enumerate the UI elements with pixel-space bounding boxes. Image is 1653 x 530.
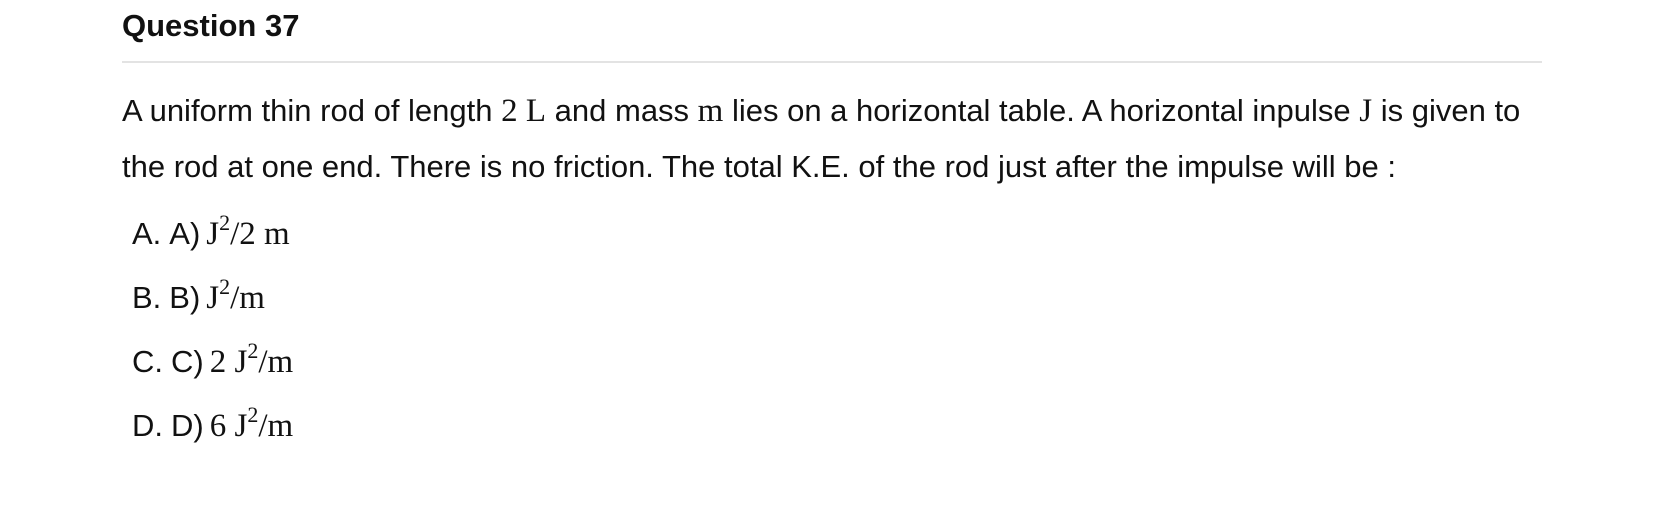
- option-math-exponent: 2: [247, 402, 259, 427]
- option-math-base: J: [206, 216, 220, 252]
- option-d[interactable]: [122, 394, 1542, 458]
- stem-math-mass: m: [697, 93, 724, 129]
- option-math: [209, 402, 294, 444]
- title-divider: [122, 61, 1542, 63]
- stem-text-1: A uniform thin rod of length: [122, 93, 502, 128]
- option-math-rest: /m: [230, 280, 265, 316]
- option-math-exponent: 2: [247, 338, 259, 363]
- option-tag: C): [171, 344, 204, 379]
- question-title: Question 37: [122, 8, 300, 43]
- option-math-rest: /2 m: [230, 216, 290, 252]
- stem-text-4: is given to the rod at one end. There is no friction. The total K.E. of the rod just after the impulse will be :: [122, 93, 1521, 184]
- option-math-base: J: [206, 280, 220, 316]
- option-letter: B.: [132, 280, 162, 315]
- option-math-base: 2 J: [209, 344, 248, 380]
- stem-text-3: lies on a horizontal table. A horizontal inpulse: [723, 93, 1360, 128]
- option-math-exponent: 2: [219, 274, 231, 299]
- option-math: [206, 274, 265, 316]
- stem-math-length: 2 L: [501, 93, 547, 129]
- option-letter: D.: [132, 408, 163, 443]
- stem-math-impulse: J: [1359, 93, 1373, 129]
- option-math: [206, 210, 290, 252]
- option-tag: B): [169, 280, 201, 315]
- option-a[interactable]: [122, 202, 1542, 266]
- option-letter: C.: [132, 344, 163, 379]
- stem-text-2: and mass: [546, 93, 698, 128]
- question-stem: [122, 83, 1542, 194]
- option-math-rest: /m: [258, 408, 294, 444]
- option-math-exponent: 2: [219, 210, 231, 235]
- option-b[interactable]: [122, 266, 1542, 330]
- option-math-rest: /m: [258, 344, 294, 380]
- option-letter: A.: [132, 216, 162, 251]
- answer-options: [122, 202, 1542, 458]
- question-card: [122, 0, 1542, 458]
- option-tag: D): [171, 408, 204, 443]
- option-c[interactable]: [122, 330, 1542, 394]
- option-math: [209, 338, 294, 380]
- option-math-base: 6 J: [209, 408, 248, 444]
- option-tag: A): [169, 216, 201, 251]
